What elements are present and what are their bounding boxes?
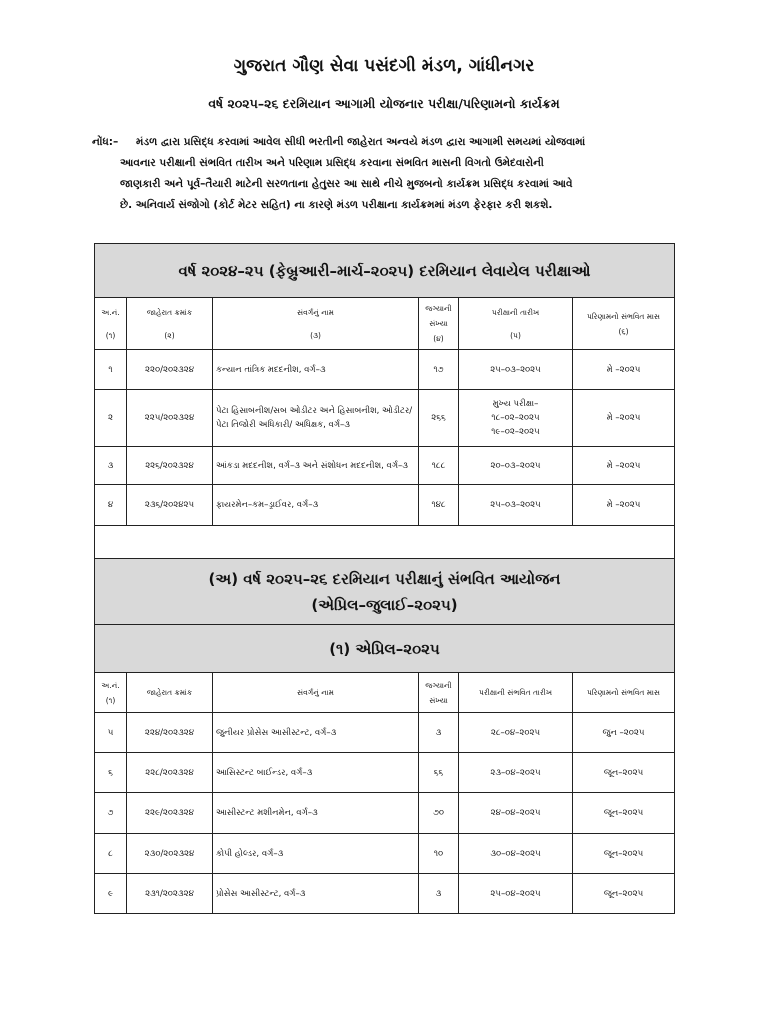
cell-posts: ૧૮૮ — [419, 447, 459, 485]
table-row — [95, 834, 675, 874]
cell-adv: ૨૨૦/૨૦૨૩૨૪ — [127, 350, 213, 390]
note-label: નોંધ:– — [92, 136, 119, 148]
cell-sno: ૯ — [95, 874, 127, 914]
col-header-label: જગ્યાની સંખ્યા — [425, 304, 452, 328]
col-number: (૩) — [310, 330, 321, 340]
date-line: ૧૮–૦૨–૨૦૨૫ — [491, 413, 540, 423]
note-line: આવનાર પરીક્ષાની સંભવિત તારીખ અને પરિણામ પ્રસિદ્ધ કરવાના સંભવિત માસની વિગતો ઉમેદવારોની — [120, 157, 544, 169]
cell-sno: ૭ — [95, 793, 127, 834]
table-row — [95, 793, 675, 834]
cell-date: ૩૦–૦૪–૨૦૨૫ — [459, 834, 573, 874]
col-header-adv — [127, 298, 213, 350]
cell-name: કન્યાન તાંત્રિક મદદનીશ, વર્ગ–૩ — [213, 350, 419, 390]
col-header-posts: જગ્યાની સંખ્યા — [419, 673, 459, 713]
table-row — [95, 485, 675, 526]
cell-result: જુન –૨૦૨૫ — [573, 713, 675, 753]
col-number: (૧) — [105, 330, 116, 340]
section2-heading-line: (એપ્રિલ–જુલાઈ–૨૦૨૫) — [311, 595, 458, 614]
cell-sno: ૨ — [95, 390, 127, 447]
cell-date: ૨૩–૦૪–૨૦૨૫ — [459, 753, 573, 793]
col-header-sno — [95, 673, 127, 713]
note-line: જાણકારી અને પૂર્વ–તૈયારી માટેની સરળતાના હેતુસર આ સાથે નીચે મુજબનો કાર્યક્રમ પ્રસિદ્ધ કરવામાં આવે — [120, 178, 573, 190]
cell-sno: ૪ — [95, 485, 127, 526]
date-line: મુખ્ય પરીક્ષા– — [492, 399, 539, 409]
table-row — [95, 390, 675, 447]
table-row — [95, 447, 675, 485]
cell-adv: ૨૨૪/૨૦૨૩૨૪ — [127, 713, 213, 753]
col-header-label: પરિણામનો સંભવિત માસ — [587, 311, 660, 321]
cell-sno: ૧ — [95, 350, 127, 390]
cell-name: આસીસ્ટન્ટ મશીનમેન, વર્ગ–૩ — [213, 793, 419, 834]
cell-date: ૨૦–૦૩–૨૦૨૫ — [459, 447, 573, 485]
section2-heading-row — [95, 559, 675, 625]
cell-sno: ૩ — [95, 447, 127, 485]
col-header-label: અ.નં. — [101, 680, 120, 690]
cell-name: કોપી હોલ્ડર, વર્ગ–૩ — [213, 834, 419, 874]
section1-heading-row — [95, 244, 675, 298]
note-line: મંડળ દ્વારા પ્રસિદ્ધ કરવામાં આવેલ સીધી ભરતીની જાહેરાત અન્વયે મંડળ દ્વારા આગામી સમયમાં યોજવામાં — [136, 136, 586, 148]
col-header-label: સંવર્ગનું નામ — [297, 307, 334, 317]
cell-result: જૂન–૨૦૨૫ — [573, 753, 675, 793]
cell-adv: ૨૨૬/૨૦૨૩૨૪ — [127, 447, 213, 485]
page-title: ગુજરાત ગૌણ સેવા પસંદગી મંડળ, ગાંધીનગર — [233, 56, 535, 76]
col-header-posts — [419, 298, 459, 350]
cell-posts: ૭૦ — [419, 793, 459, 834]
cell-date: ૨૫–૦૩–૨૦૨૫ — [459, 350, 573, 390]
table-row — [95, 350, 675, 390]
spacer-row — [95, 526, 675, 559]
table-row — [95, 753, 675, 793]
section2-heading — [95, 559, 675, 625]
cell-adv: ૨૨૫/૨૦૨૩૨૪ — [127, 390, 213, 447]
cell-name: જુનીયર પ્રોસેસ આસીસ્ટન્ટ, વર્ગ–૩ — [213, 713, 419, 753]
cell-date — [459, 390, 573, 447]
cell-posts: ૧૪૮ — [419, 485, 459, 526]
col-header-adv: જાહેરાત ક્રમાંક — [127, 673, 213, 713]
cell-result: મે –૨૦૨૫ — [573, 447, 675, 485]
cell-result: જૂન–૨૦૨૫ — [573, 793, 675, 834]
cell-name: આંકડા મદદનીશ, વર્ગ–૩ અને સંશોધન મદદનીશ, વર્ગ–૩ — [213, 447, 419, 485]
col-number: (૨) — [164, 330, 175, 340]
col-header-sno — [95, 298, 127, 350]
cell-posts: ૩ — [419, 874, 459, 914]
cell-posts: ૬૬ — [419, 753, 459, 793]
cell-adv: ૨૩૧/૨૦૨૩૨૪ — [127, 874, 213, 914]
cell-posts: ૧૦ — [419, 834, 459, 874]
cell-adv: ૨૨૯/૨૦૨૩૨૪ — [127, 793, 213, 834]
table-row — [95, 874, 675, 914]
month-heading: (૧) એપ્રિલ–૨૦૨૫ — [95, 625, 675, 673]
col-number: (૬) — [618, 326, 629, 336]
cell-adv: ૨૨૮/૨૦૨૩૨૪ — [127, 753, 213, 793]
table-row — [95, 713, 675, 753]
cell-result: મે –૨૦૨૫ — [573, 350, 675, 390]
cell-name: ફાયરમેન–કમ–ડ્રાઈવર, વર્ગ–૩ — [213, 485, 419, 526]
cell-date: ૨૪–૦૪–૨૦૨૫ — [459, 793, 573, 834]
note-line: છે. અનિવાર્ય સંજોગો (કોર્ટ મેટર સહિત) ના કારણે મંડળ પરીક્ષાના કાર્યક્રમમાં મંડળ ફેરફાર કરી શકશે. — [120, 199, 553, 211]
col-header-result: પરિણામનો સંભવિત માસ — [573, 673, 675, 713]
cell-posts: ૧૭ — [419, 350, 459, 390]
cell-date: ૨૫–૦૪–૨૦૨૫ — [459, 874, 573, 914]
section1-heading: વર્ષ ૨૦૨૪–૨૫ (ફેબ્રુઆરી–માર્ચ–૨૦૨૫) દરમિયાન લેવાયેલ પરીક્ષાઓ — [95, 244, 675, 298]
col-number: (૧) — [105, 695, 116, 705]
section2-header-row — [95, 673, 675, 713]
cell-name: પ્રોસેસ આસીસ્ટન્ટ, વર્ગ–૩ — [213, 874, 419, 914]
cell-sno: ૬ — [95, 753, 127, 793]
cell-name: આસિસ્ટન્ટ બાઈન્ડર, વર્ગ–૩ — [213, 753, 419, 793]
col-header-result — [573, 298, 675, 350]
page-subtitle: વર્ષ ૨૦૨૫–૨૬ દરમિયાન આગામી યોજનાર પરીક્ષા/પરિણામનો કાર્યક્રમ — [208, 96, 560, 111]
cell-result: જૂન–૨૦૨૫ — [573, 834, 675, 874]
cell-adv: ૨૩૬/૨૦૨૪૨૫ — [127, 485, 213, 526]
cell-result: મે –૨૦૨૫ — [573, 390, 675, 447]
section2-heading-line: (અ) વર્ષ ૨૦૨૫–૨૬ દરમિયાન પરીક્ષાનું સંભવિત આયોજન — [208, 569, 561, 588]
col-header-name — [213, 298, 419, 350]
cell-result: જૂન–૨૦૨૫ — [573, 874, 675, 914]
month-heading-row — [95, 625, 675, 673]
spacer-cell — [95, 526, 675, 559]
col-header-label: અ.નં. — [101, 307, 120, 317]
exam-schedule-table — [94, 243, 675, 914]
cell-result: મે –૨૦૨૫ — [573, 485, 675, 526]
col-header-label: જાહેરાત ક્રમાંક — [146, 307, 193, 317]
cell-date: ૨૫–૦૩–૨૦૨૫ — [459, 485, 573, 526]
col-number: (૪) — [433, 334, 444, 343]
cell-date: ૨૮–૦૪–૨૦૨૫ — [459, 713, 573, 753]
col-header-name: સંવર્ગનું નામ — [213, 673, 419, 713]
cell-sno: ૮ — [95, 834, 127, 874]
date-line: ૧૯–૦૨–૨૦૨૫ — [491, 427, 540, 437]
cell-sno: ૫ — [95, 713, 127, 753]
note-block — [92, 132, 652, 216]
cell-name: પેટા હિસાબનીશ/સબ ઓડીટર અને હિસાબનીશ, ઓડીટર/ પેટા તિજોરી અધિકારી/ અધિક્ષક, વર્ગ–૩ — [213, 390, 419, 447]
col-header-date — [459, 298, 573, 350]
col-header-label: પરીક્ષાની તારીખ — [491, 307, 540, 317]
section1-header-row — [95, 298, 675, 350]
col-number: (૫) — [510, 330, 521, 340]
col-header-date: પરીક્ષાની સંભવિત તારીખ — [459, 673, 573, 713]
cell-posts: ૨૬૬ — [419, 390, 459, 447]
cell-adv: ૨૩૦/૨૦૨૩૨૪ — [127, 834, 213, 874]
cell-posts: ૩ — [419, 713, 459, 753]
